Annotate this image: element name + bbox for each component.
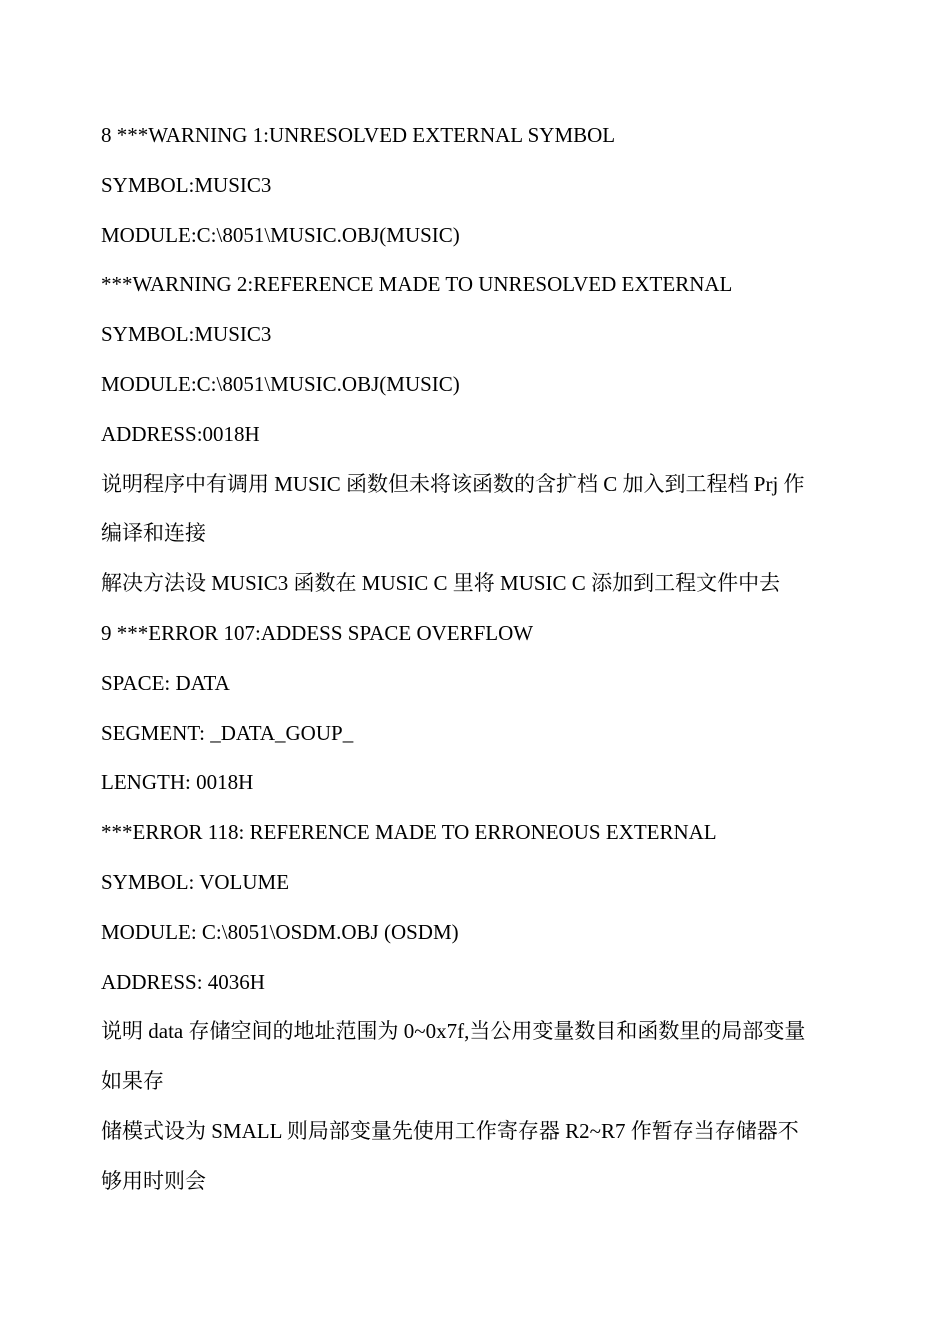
text-line: SEGMENT: _DATA_GOUP_ — [101, 720, 354, 745]
text-line: 够用时则会 — [101, 1168, 206, 1193]
text-line: 编译和连接 — [101, 521, 206, 546]
text-line: SYMBOL:MUSIC3 — [101, 322, 272, 347]
document-page — [101, 111, 865, 1207]
text-line: MODULE:C:\8051\MUSIC.OBJ(MUSIC) — [101, 222, 460, 247]
text-line: ***ERROR 118: REFERENCE MADE TO ERRONEOUS EXTERNAL — [101, 820, 717, 845]
text-line: 说明 data 存储空间的地址范围为 0~0x7f,当公用变量数目和函数里的局部变量 — [101, 1019, 806, 1044]
text-line: MODULE:C:\8051\MUSIC.OBJ(MUSIC) — [101, 371, 460, 396]
text-line: SYMBOL:MUSIC3 — [101, 172, 272, 197]
text-line: ADDRESS: 4036H — [101, 969, 265, 994]
text-line: LENGTH: 0018H — [101, 770, 254, 795]
text-line: SPACE: DATA — [101, 670, 230, 695]
text-line: 储模式设为 SMALL 则局部变量先使用工作寄存器 R2~R7 作暂存当存储器不 — [101, 1118, 799, 1143]
text-line: ***WARNING 2:REFERENCE MADE TO UNRESOLVED EXTERNAL — [101, 272, 733, 297]
text-line: 如果存 — [101, 1069, 164, 1094]
text-line: 解决方法设 MUSIC3 函数在 MUSIC C 里将 MUSIC C 添加到工程文件中去 — [101, 571, 781, 596]
text-line: MODULE: C:\8051\OSDM.OBJ (OSDM) — [101, 919, 459, 944]
text-line: 8 ***WARNING 1:UNRESOLVED EXTERNAL SYMBOL — [101, 123, 616, 147]
text-line: SYMBOL: VOLUME — [101, 869, 290, 894]
text-line: ADDRESS:0018H — [101, 421, 260, 446]
text-line: 说明程序中有调用 MUSIC 函数但未将该函数的含扩档 C 加入到工程档 Prj 作 — [101, 471, 805, 496]
text-line: 9 ***ERROR 107:ADDESS SPACE OVERFLOW — [101, 620, 534, 645]
